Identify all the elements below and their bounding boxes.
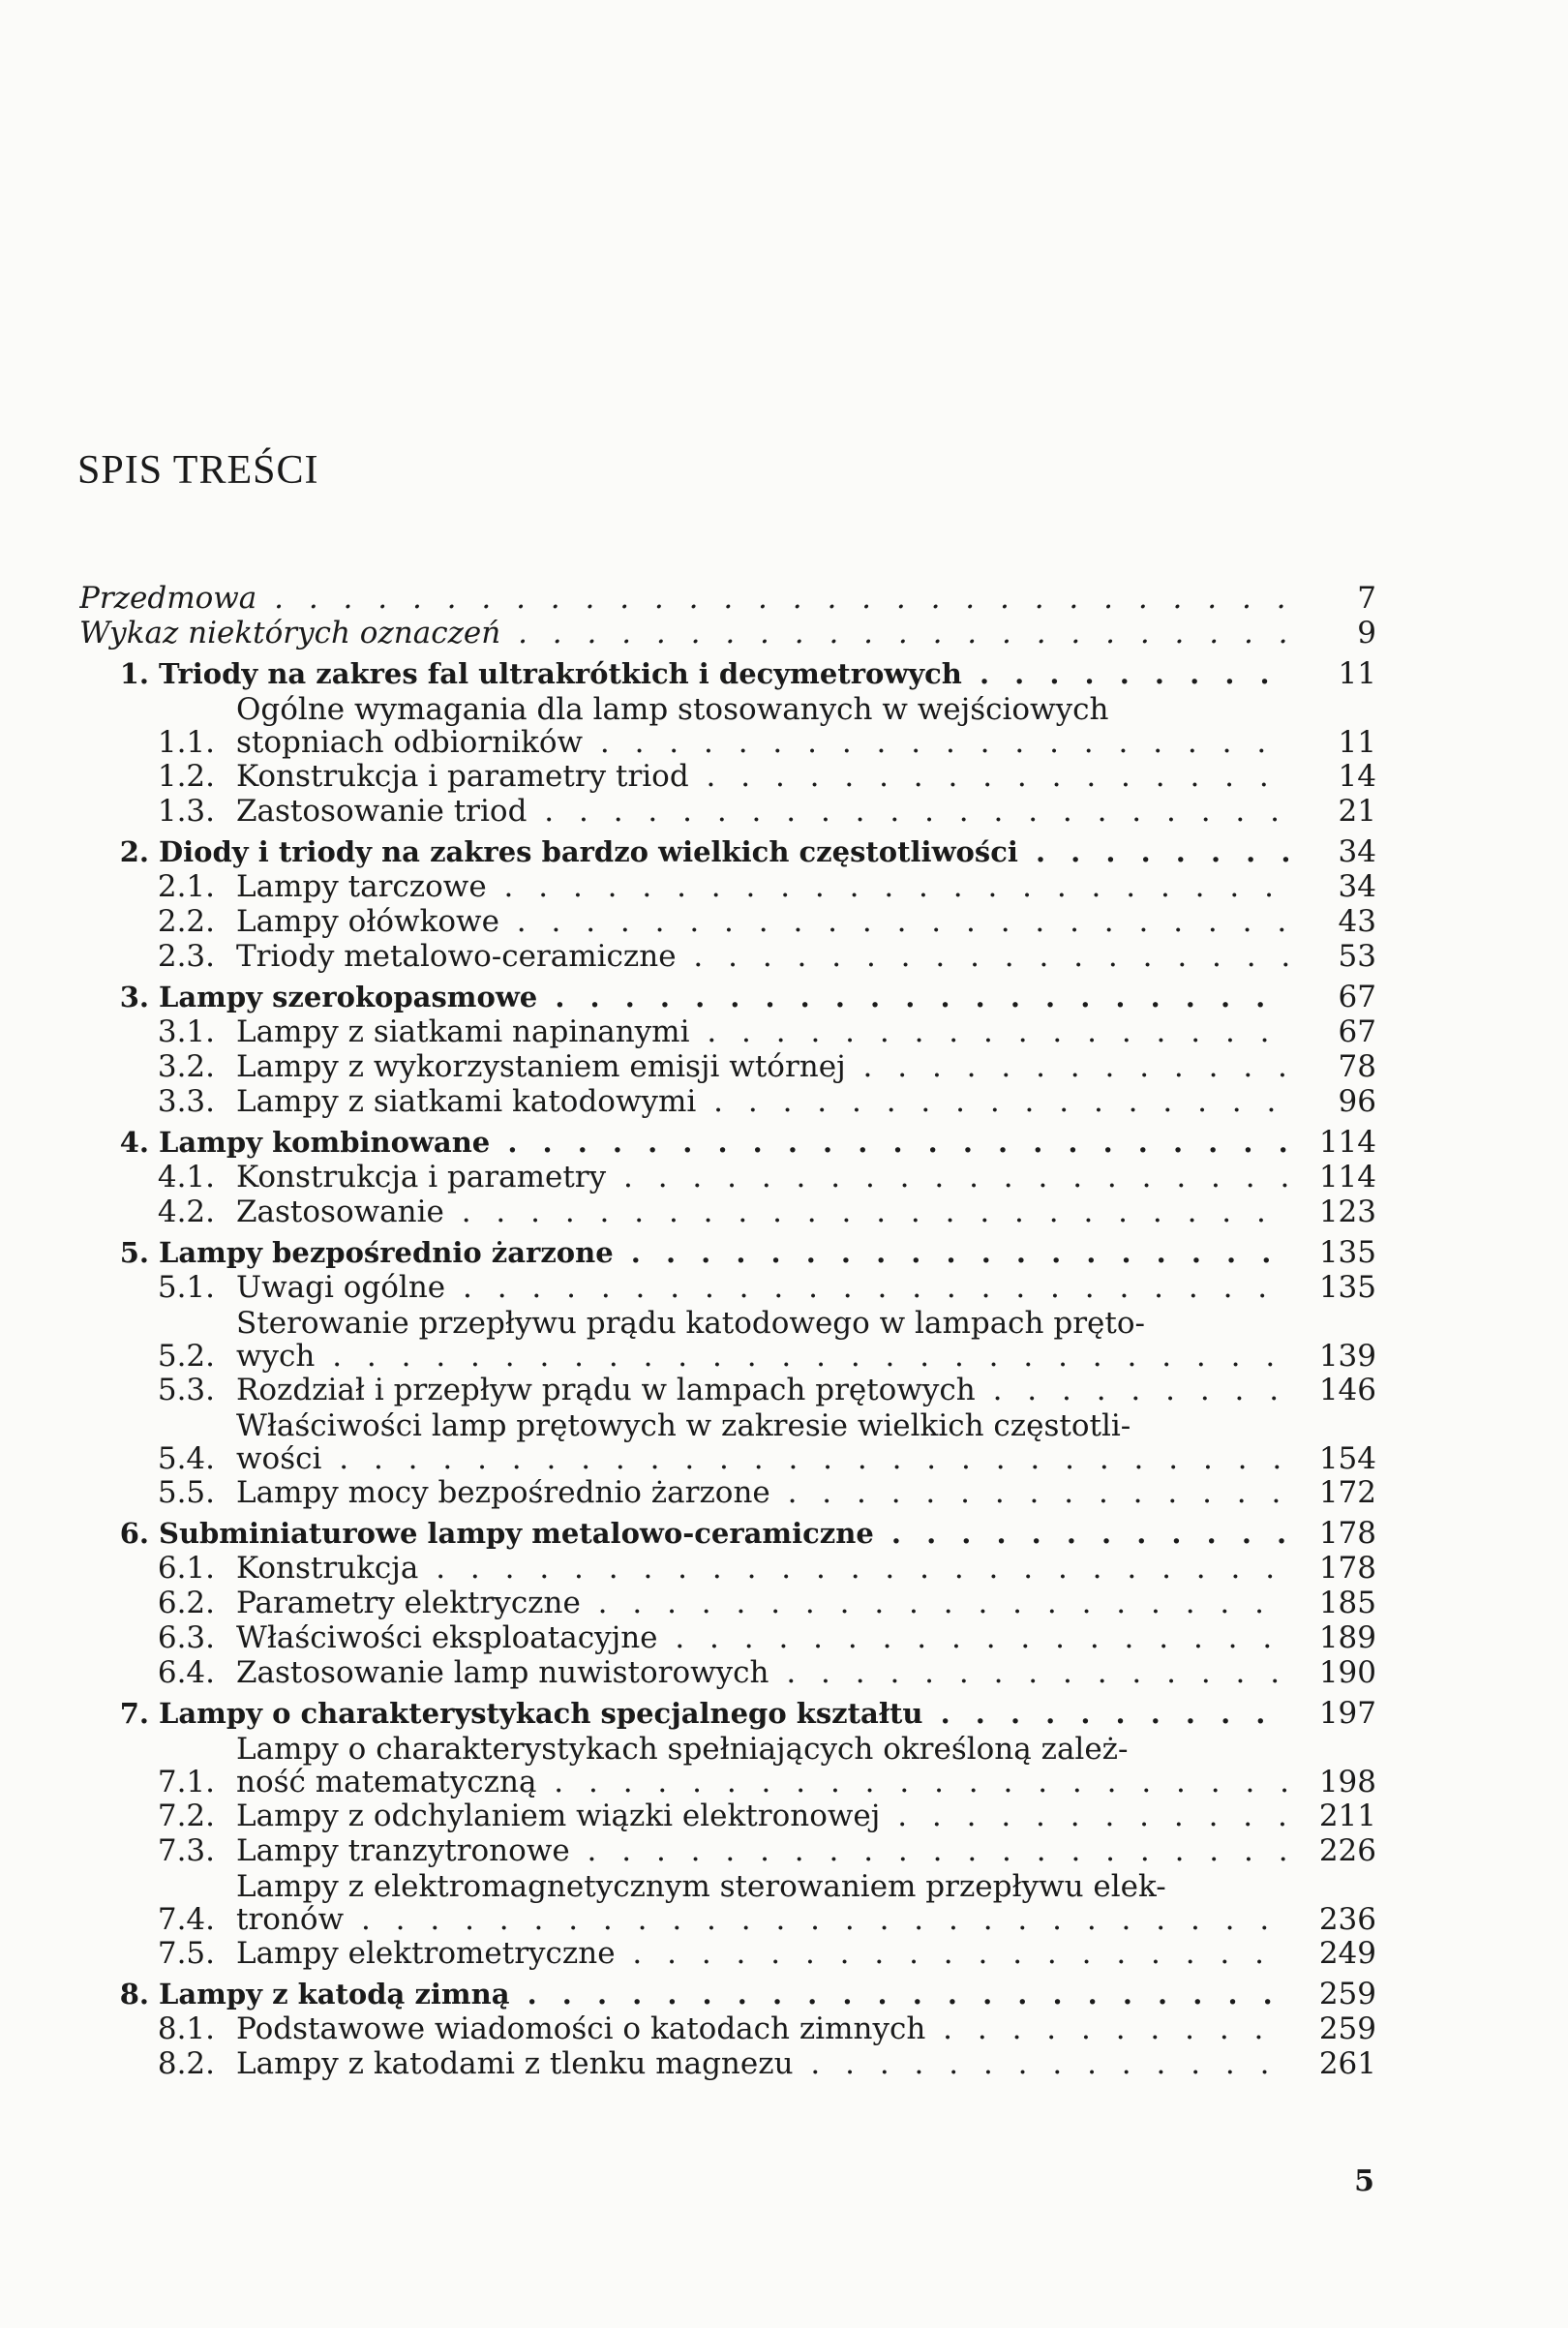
section-title: Parametry elektryczne . . .	[236, 1586, 1289, 1620]
section-title-line-1: Lampy z elektromagnetycznym sterowaniem przepływu elek-	[236, 1870, 1166, 1903]
toc-chapter-entry[interactable]	[79, 1696, 1376, 1731]
chapter-title: Lampy kombinowane . . .	[159, 1125, 1289, 1160]
chapter-title: Lampy bezpośrednio żarzone . . .	[159, 1235, 1289, 1270]
toc-section-entry[interactable]	[79, 1049, 1376, 1084]
toc-entry-title: Wykaz niektórych oznaczeń . . .	[79, 616, 1289, 650]
toc-page-number: 7	[1357, 581, 1376, 616]
toc-section-entry[interactable]	[79, 1014, 1376, 1049]
toc-page-number: 114	[1318, 1160, 1376, 1194]
section-number: 2.2.	[157, 904, 215, 939]
section-number: 8.2.	[157, 2046, 215, 2081]
toc-page-number: 67	[1338, 1014, 1376, 1049]
toc-section-entry[interactable]	[79, 759, 1376, 794]
section-title: Podstawowe wiadomości o katodach zimnych . . .	[236, 2011, 1289, 2046]
section-number: 7.3.	[157, 1833, 215, 1868]
section-title	[236, 693, 1289, 759]
section-title: Konstrukcja i parametry . . .	[236, 1160, 1289, 1194]
section-title: Zastosowanie triod . . .	[236, 794, 1289, 829]
chapter-number: 6.	[119, 1517, 149, 1550]
toc-page-number: 211	[1318, 1799, 1376, 1833]
section-title: Lampy mocy bezpośrednio żarzone . . .	[236, 1475, 1289, 1510]
section-number: 6.3.	[157, 1620, 215, 1655]
chapter-title: Lampy z katodą zimną . . .	[159, 1977, 1289, 2011]
section-title: Uwagi ogólne . . .	[236, 1270, 1289, 1305]
toc-section-entry[interactable]	[79, 1407, 1376, 1475]
section-title: Lampy z katodami z tlenku magnezu . . .	[236, 2046, 1289, 2081]
section-title: Lampy tranzytronowe . . .	[236, 1833, 1289, 1868]
chapter-title: Diody i triody na zakres bardzo wielkich częstotliwości . . .	[159, 834, 1289, 869]
toc-page-number: 34	[1338, 834, 1376, 869]
section-title: Lampy z odchylaniem wiązki elektronowej . . .	[236, 1799, 1289, 1833]
section-title: Lampy elektrometryczne . . .	[236, 1936, 1289, 1971]
section-title-line-2: tronów . . .	[236, 1903, 1289, 1936]
toc-page-number: 178	[1318, 1516, 1376, 1551]
chapter-title: Triody na zakres fal ultrakrótkich i decymetrowych . . .	[159, 656, 1289, 691]
toc-section-entry[interactable]	[79, 2011, 1376, 2046]
toc-page-number: 67	[1338, 980, 1376, 1014]
toc-section-entry[interactable]	[79, 1270, 1376, 1305]
toc-entry-title: Przedmowa . . .	[79, 581, 1289, 616]
toc-page-number: 9	[1357, 616, 1376, 650]
toc-front-entry[interactable]	[79, 581, 1376, 616]
section-title	[236, 1307, 1289, 1373]
toc-section-entry[interactable]	[79, 1799, 1376, 1833]
toc-page-number: 78	[1338, 1049, 1376, 1084]
section-number: 4.1.	[157, 1160, 215, 1194]
chapter-number: 5.	[119, 1236, 149, 1269]
section-title: Zastosowanie . . .	[236, 1194, 1289, 1229]
section-number: 1.1.	[157, 725, 215, 760]
table-of-contents	[79, 581, 1376, 2081]
toc-section-entry[interactable]	[79, 2046, 1376, 2081]
toc-page-number: 172	[1318, 1475, 1376, 1510]
chapter-title: Lampy szerokopasmowe . . .	[159, 980, 1289, 1014]
toc-page-number: 96	[1338, 1084, 1376, 1119]
section-title-line-2: stopniach odbiorników . . .	[236, 726, 1289, 759]
section-number: 1.2.	[157, 759, 215, 794]
toc-section-entry[interactable]	[79, 1655, 1376, 1690]
toc-page-number: 198	[1318, 1765, 1376, 1799]
section-title	[236, 1870, 1289, 1936]
section-title: Lampy z siatkami napinanymi . . .	[236, 1014, 1289, 1049]
toc-page-number: 249	[1318, 1936, 1376, 1971]
toc-section-entry[interactable]	[79, 1833, 1376, 1868]
toc-section-entry[interactable]	[79, 1731, 1376, 1799]
section-number: 7.1.	[157, 1765, 215, 1799]
section-number: 3.3.	[157, 1084, 215, 1119]
section-number: 5.2.	[157, 1339, 215, 1374]
toc-page-number: 11	[1338, 656, 1376, 691]
section-number: 3.2.	[157, 1049, 215, 1084]
page-title: SPIS TREŚCI	[77, 448, 319, 493]
toc-chapter-entry[interactable]	[79, 834, 1376, 869]
section-title-line-1: Właściwości lamp prętowych w zakresie wielkich częstotli-	[236, 1409, 1131, 1442]
toc-page-number: 189	[1318, 1620, 1376, 1655]
toc-chapter-entry[interactable]	[79, 1235, 1376, 1270]
toc-page-number: 135	[1318, 1235, 1376, 1270]
toc-section-entry[interactable]	[79, 869, 1376, 904]
section-number: 4.2.	[157, 1194, 215, 1229]
chapter-number: 3.	[119, 981, 149, 1013]
section-number: 6.2.	[157, 1586, 215, 1620]
section-number: 2.1.	[157, 869, 215, 904]
chapter-title: Lampy o charakterystykach specjalnego kształtu . . .	[159, 1696, 1289, 1731]
toc-page-number: 190	[1318, 1655, 1376, 1690]
toc-section-entry[interactable]	[79, 1084, 1376, 1119]
section-title: Rozdział i przepływ prądu w lampach prętowych . . .	[236, 1373, 1289, 1407]
section-number: 6.4.	[157, 1655, 215, 1690]
toc-page-number: 236	[1318, 1902, 1376, 1937]
toc-page-number: 123	[1318, 1194, 1376, 1229]
toc-section-entry[interactable]	[79, 1475, 1376, 1510]
chapter-number: 7.	[119, 1697, 149, 1730]
toc-page-number: 11	[1338, 725, 1376, 760]
toc-page-number: 259	[1318, 1977, 1376, 2011]
toc-section-entry[interactable]	[79, 1620, 1376, 1655]
toc-chapter-entry[interactable]	[79, 1977, 1376, 2011]
toc-page-number: 139	[1318, 1339, 1376, 1374]
section-number: 1.3.	[157, 794, 215, 829]
section-title-line-1: Sterowanie przepływu prądu katodowego w lampach pręto-	[236, 1307, 1145, 1340]
toc-section-entry[interactable]	[79, 1160, 1376, 1194]
section-title-line-1: Ogólne wymagania dla lamp stosowanych w wejściowych	[236, 693, 1109, 726]
toc-section-entry[interactable]	[79, 1551, 1376, 1586]
toc-page-number: 114	[1318, 1125, 1376, 1160]
toc-section-entry[interactable]	[79, 904, 1376, 939]
section-title	[236, 1409, 1289, 1475]
toc-section-entry[interactable]	[79, 1868, 1376, 1936]
toc-chapter-entry[interactable]	[79, 1125, 1376, 1160]
chapter-number: 2.	[119, 835, 149, 868]
section-title: Lampy z siatkami katodowymi . . .	[236, 1084, 1289, 1119]
section-number: 3.1.	[157, 1014, 215, 1049]
section-number: 5.5.	[157, 1475, 215, 1510]
section-title-line-1: Lampy o charakterystykach spełniających określoną zależ-	[236, 1733, 1129, 1766]
section-title	[236, 1733, 1289, 1799]
section-number: 2.3.	[157, 939, 215, 974]
toc-front-entry[interactable]	[79, 616, 1376, 650]
section-title: Triody metalowo-ceramiczne . . .	[236, 939, 1289, 974]
toc-section-entry[interactable]	[79, 939, 1376, 974]
toc-chapter-entry[interactable]	[79, 656, 1376, 691]
section-title: Właściwości eksploatacyjne . . .	[236, 1620, 1289, 1655]
toc-page-number: 53	[1338, 939, 1376, 974]
toc-page-number: 135	[1318, 1270, 1376, 1305]
toc-page-number: 21	[1338, 794, 1376, 829]
toc-section-entry[interactable]	[79, 1373, 1376, 1407]
section-number: 5.1.	[157, 1270, 215, 1305]
section-number: 7.4.	[157, 1902, 215, 1937]
toc-page-number: 34	[1338, 869, 1376, 904]
toc-page-number: 197	[1318, 1696, 1376, 1731]
section-title-line-2: wych . . .	[236, 1340, 1289, 1373]
section-title-line-2: ność matematyczną . . .	[236, 1766, 1289, 1799]
section-title: Lampy z wykorzystaniem emisji wtórnej . . .	[236, 1049, 1289, 1084]
section-title: Konstrukcja . . .	[236, 1551, 1289, 1586]
toc-page-number: 154	[1318, 1441, 1376, 1476]
section-title-line-2: wości . . .	[236, 1442, 1289, 1475]
chapter-number: 4.	[119, 1126, 149, 1159]
section-number: 7.5.	[157, 1936, 215, 1971]
section-title: Lampy tarczowe . . .	[236, 869, 1289, 904]
page-number: 5	[1354, 2164, 1374, 2198]
toc-chapter-entry[interactable]	[79, 1516, 1376, 1551]
section-title: Zastosowanie lamp nuwistorowych . . .	[236, 1655, 1289, 1690]
toc-section-entry[interactable]	[79, 1194, 1376, 1229]
toc-section-entry[interactable]	[79, 794, 1376, 829]
chapter-title: Subminiaturowe lampy metalowo-ceramiczne . . .	[159, 1516, 1289, 1551]
toc-page-number: 259	[1318, 2011, 1376, 2046]
toc-section-entry[interactable]	[79, 1305, 1376, 1373]
section-number: 7.2.	[157, 1799, 215, 1833]
toc-page-number: 226	[1318, 1833, 1376, 1868]
chapter-number: 8.	[119, 1978, 149, 2011]
section-number: 8.1.	[157, 2011, 215, 2046]
section-title: Konstrukcja i parametry triod . . .	[236, 759, 1289, 794]
toc-page-number: 178	[1318, 1551, 1376, 1586]
toc-page-number: 261	[1318, 2046, 1376, 2081]
chapter-number: 1.	[119, 657, 149, 690]
toc-page-number: 185	[1318, 1586, 1376, 1620]
toc-chapter-entry[interactable]	[79, 980, 1376, 1014]
section-number: 5.4.	[157, 1441, 215, 1476]
toc-section-entry[interactable]	[79, 1586, 1376, 1620]
toc-section-entry[interactable]	[79, 691, 1376, 759]
toc-page-number: 146	[1318, 1373, 1376, 1407]
section-title: Lampy ołówkowe . . .	[236, 904, 1289, 939]
section-number: 6.1.	[157, 1551, 215, 1586]
toc-page-number: 14	[1338, 759, 1376, 794]
toc-page-number: 43	[1338, 904, 1376, 939]
toc-section-entry[interactable]	[79, 1936, 1376, 1971]
section-number: 5.3.	[157, 1373, 215, 1407]
